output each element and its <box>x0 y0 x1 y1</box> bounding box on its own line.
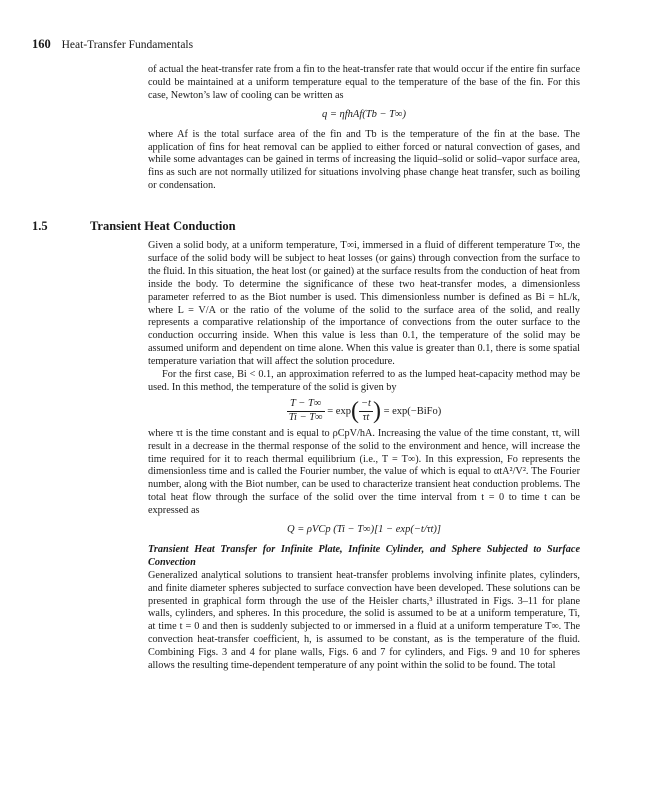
section-title: Transient Heat Conduction <box>90 219 236 233</box>
paragraph: For the first case, Bi < 0.1, an approximation referred to as the lumped heat-capacity method may be used. In this method, the temperature of the solid is given by <box>148 369 580 393</box>
paragraph: where τt is the time constant and is equal to ρCpV/hA. Increasing the value of the time constant, τt, will result in a decrease in the thermal response of the solid to the environment and hence, will increase the time required for it to reach thermal equilibrium (i.e., T = T∞). In this expression, Fo represents the dimensionless time and is called the Fourier number, the value of which is equal to αtA²/V². The Fourier number, along with the Biot number, can be used to characterize transient heat conduction problems. The total heat flow through the surface of the solid over the time interval from t = 0 to time t can be expressed as <box>148 427 580 517</box>
equals-exp: = exp <box>327 405 351 417</box>
paragraph: Generalized analytical solutions to transient heat-transfer problems involving infinite plates, cylinders, and finite diameter spheres subjected to surface convection have been developed. These solutions can be presented in graphical form through the use of the Heisler charts,³ illustrated in Figs. 3–11 for plane walls, cylinders, and spheres. In this procedure, the solid is assumed to be at a uniform temperature, Ti, at time t = 0 and then is suddenly subjected to or immersed in a fluid at a uniform temperature T∞. The convection heat-transfer coefficient, h, is assumed to be constant, as is the temperature of the fluid. Combining Figs. 3 and 4 for plane walls, Figs. 6 and 7 for cylinders, and Figs. 9 and 10 for spheres allows the resulting time-dependent temperature of any point within the solid to be found. The total <box>148 569 580 672</box>
numerator: T − T∞ <box>287 398 325 412</box>
section-number: 1.5 <box>32 219 48 233</box>
section-body <box>148 240 580 673</box>
intro-block <box>148 64 580 193</box>
right-paren: ) <box>372 397 381 424</box>
paragraph: where Af is the total surface area of the fin and Tb is the temperature of the fin at the base. The application of fins for heat removal can be applied to either forced or natural convection of gases, and while some advantages can be gained in terms of increasing the liquid–solid or solid–vapor surface area, fins as such are not normally utilized for situations involving phase change heat transfer, such as boiling or condensation. <box>148 128 580 192</box>
equation-lumped <box>148 398 580 425</box>
page-header <box>32 37 193 52</box>
section-heading <box>32 219 236 234</box>
page-number: 160 <box>32 37 51 51</box>
denominator: Ti − T∞ <box>288 411 323 423</box>
numerator: −t <box>359 398 373 412</box>
paragraph: Given a solid body, at a uniform temperature, T∞i, immersed in a fluid of different temperature T∞, the surface of the solid body will be subject to heat losses (or gains) through convection from the surface to the fluid. In this situation, the heat lost (or gained) at the surface results from the conduction of heat from inside the body. To determine the significance of these two heat-transfer modes, a dimensionless parameter referred to as the Biot number is used. This dimensionless number is defined as Bi = hL/k, where L = V/A or the ratio of the volume of the solid to the surface area of the solid, and really represents a comparative relationship of the importance of convections from the outer surface to the conduction occurring inside. When this value is less than 0.1, the temperature of the solid may be assumed uniform and dependent on time alone. When this value is greater than 0.1, there is some spatial temperature variation that will affect the solution procedure. <box>148 240 580 368</box>
denominator: τt <box>362 411 370 423</box>
fraction <box>359 398 373 425</box>
equation-tail: = exp(−BiFo) <box>383 405 442 417</box>
left-paren: ( <box>350 397 359 424</box>
equation-fin-heat: q = ηfhAf(Tb − T∞) <box>321 108 407 120</box>
running-title: Heat-Transfer Fundamentals <box>61 39 194 51</box>
subsection-heading: Transient Heat Transfer for Infinite Plate, Infinite Cylinder, and Sphere Subjected to Surface Convection <box>148 543 580 568</box>
paragraph: of actual the heat-transfer rate from a fin to the heat-transfer rate that would occur if the entire fin surface could be maintained at a uniform temperature equal to the temperature of the base of the fin. For this case, Newton’s law of cooling can be written as <box>148 64 580 101</box>
equation-total-heat: Q = ρVCp (Ti − T∞)[1 − exp(−t/τt)] <box>287 524 441 536</box>
fraction <box>287 398 325 425</box>
